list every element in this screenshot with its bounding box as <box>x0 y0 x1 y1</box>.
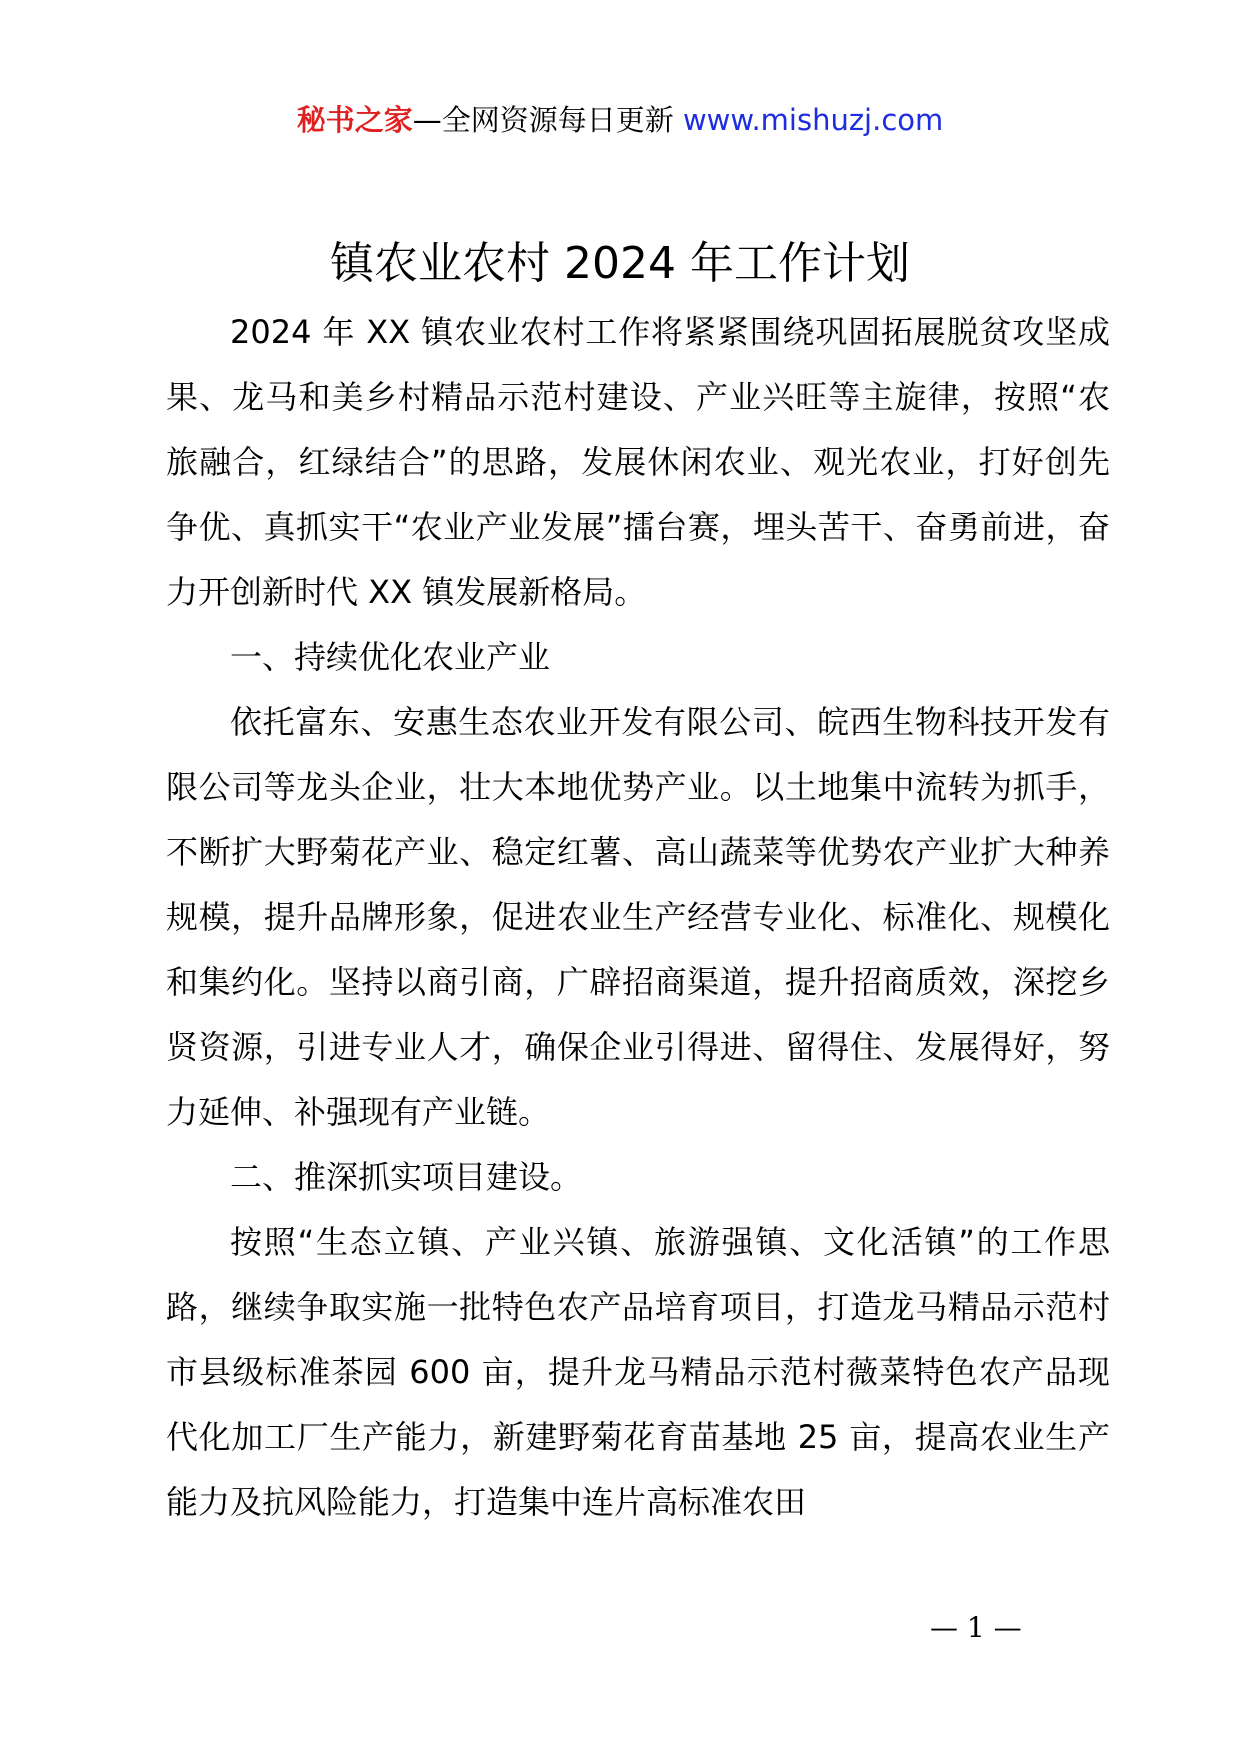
paragraph-intro: 2024 年 XX 镇农业农村工作将紧紧围绕巩固拓展脱贫攻坚成果、龙马和美乡村精品示范村建设、产业兴旺等主旋律，按照“农旅融合，红绿结合”的思路，发展休闲农业、观光农业，打好创先争优、真抓实干“农业产业发展”擂台赛，埋头苦干、奋勇前进，奋力开创新时代 XX 镇发展新格局。 <box>166 313 1110 611</box>
document-body <box>166 300 1110 1535</box>
section-heading-2: 二、推深抓实项目建设。 <box>230 1158 583 1196</box>
document-title: 镇农业农村 2024 年工作计划 <box>330 238 910 289</box>
site-url-link[interactable]: www.mishuzj.com <box>673 103 944 137</box>
section-heading-1: 一、持续优化农业产业 <box>230 638 551 676</box>
paragraph-section-2: 按照“生态立镇、产业兴镇、旅游强镇、文化活镇”的工作思路，继续争取实施一批特色农产品培育项目，打造龙马精品示范村市县级标准茶园 600 亩，提升龙马精品示范村薇菜特色农产品现代化加工厂生产能力，新建野菊花育苗基地 25 亩，提高农业生产能力及抗风险能力，打造集中连片高标准农田 <box>166 1223 1110 1521</box>
site-header <box>0 100 1240 140</box>
page-number: — 1 — <box>930 1611 1022 1644</box>
site-slogan: —全网资源每日更新 <box>412 103 674 137</box>
paragraph-section-1: 依托富东、安惠生态农业开发有限公司、皖西生物科技开发有限公司等龙头企业，壮大本地优势产业。以土地集中流转为抓手，不断扩大野菊花产业、稳定红薯、高山蔬菜等优势农产业扩大种养规模，提升品牌形象，促进农业生产经营专业化、标准化、规模化和集约化。坚持以商引商，广辟招商渠道，提升招商质效，深挖乡贤资源，引进专业人才，确保企业引得进、留得住、发展得好，努力延伸、补强现有产业链。 <box>166 703 1110 1131</box>
site-brand: 秘书之家 <box>296 103 413 137</box>
